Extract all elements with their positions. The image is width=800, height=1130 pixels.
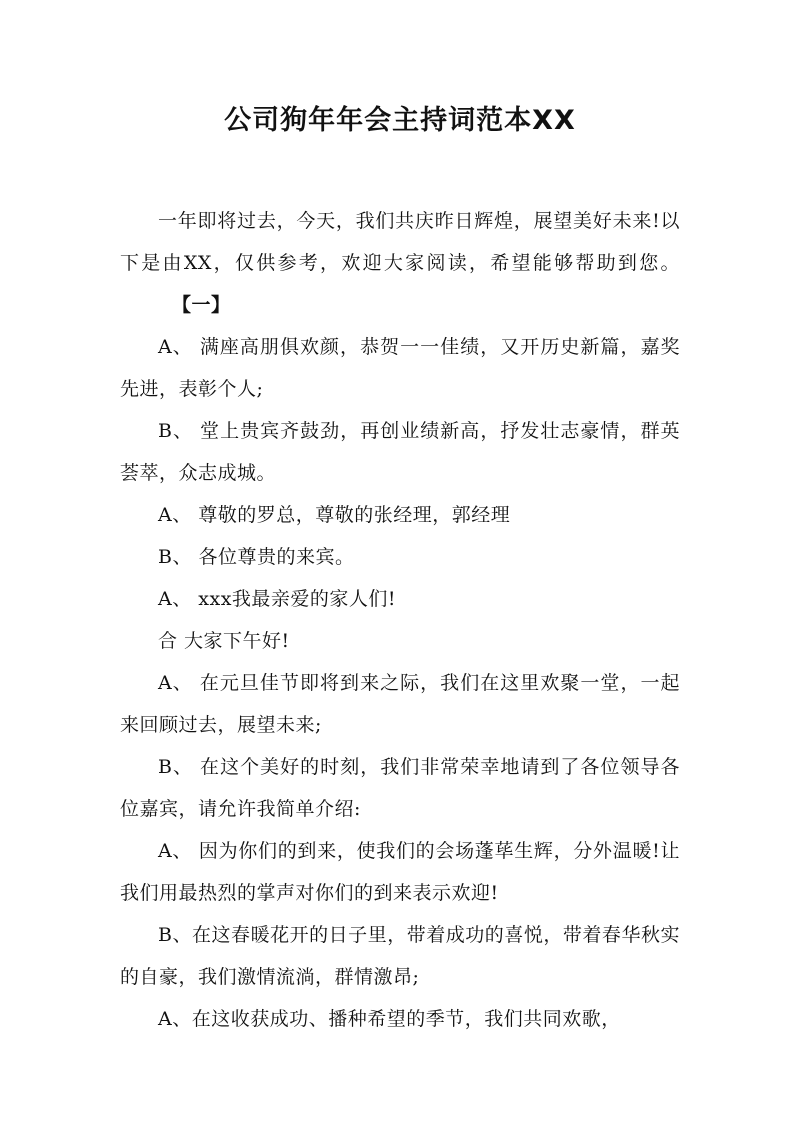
paragraph: B、 各位尊贵的来宾。 [158, 546, 355, 568]
document-body [120, 200, 680, 1040]
paragraph: A、 尊敬的罗总，尊敬的张经理，郭经理 [158, 504, 511, 526]
paragraph: A、 xxx我最亲爱的家人们! [158, 588, 397, 610]
paragraph: A、 因为你们的到来，使我们的会场蓬荜生辉，分外温暖!让我们用最热烈的掌声对你们的到来表示欢迎! [120, 840, 680, 904]
intro-text: 一年即将过去，今天，我们共庆昨日辉煌，展望美好未来!以下是由XX，仅供参考，欢迎大家阅读，希望能够帮助到您。 [120, 210, 680, 274]
paragraph: B、 在这个美好的时刻，我们非常荣幸地请到了各位领导各位嘉宾，请允许我简单介绍: [120, 756, 680, 820]
intro-paragraph [120, 200, 680, 326]
paragraph: B、 堂上贵宾齐鼓劲，再创业绩新高，抒发壮志豪情，群英荟萃，众志成城。 [120, 420, 680, 484]
paragraph: A、 在元旦佳节即将到来之际，我们在这里欢聚一堂，一起来回顾过去，展望未来; [120, 672, 680, 736]
paragraph: A、 满座高朋俱欢颜，恭贺一一佳绩，又开历史新篇，嘉奖先进，表彰个人; [120, 336, 680, 400]
section-marker: 【一】 [172, 294, 231, 316]
paragraph: A、在这收获成功、播种希望的季节，我们共同欢歌， [158, 1008, 621, 1030]
page-title: 公司狗年年会主持词范本XX [224, 105, 576, 136]
paragraph: 合 大家下午好! [158, 630, 290, 652]
paragraph: B、在这春暖花开的日子里，带着成功的喜悦，带着春华秋实的自豪，我们激情流淌，群情激昂; [120, 924, 680, 988]
